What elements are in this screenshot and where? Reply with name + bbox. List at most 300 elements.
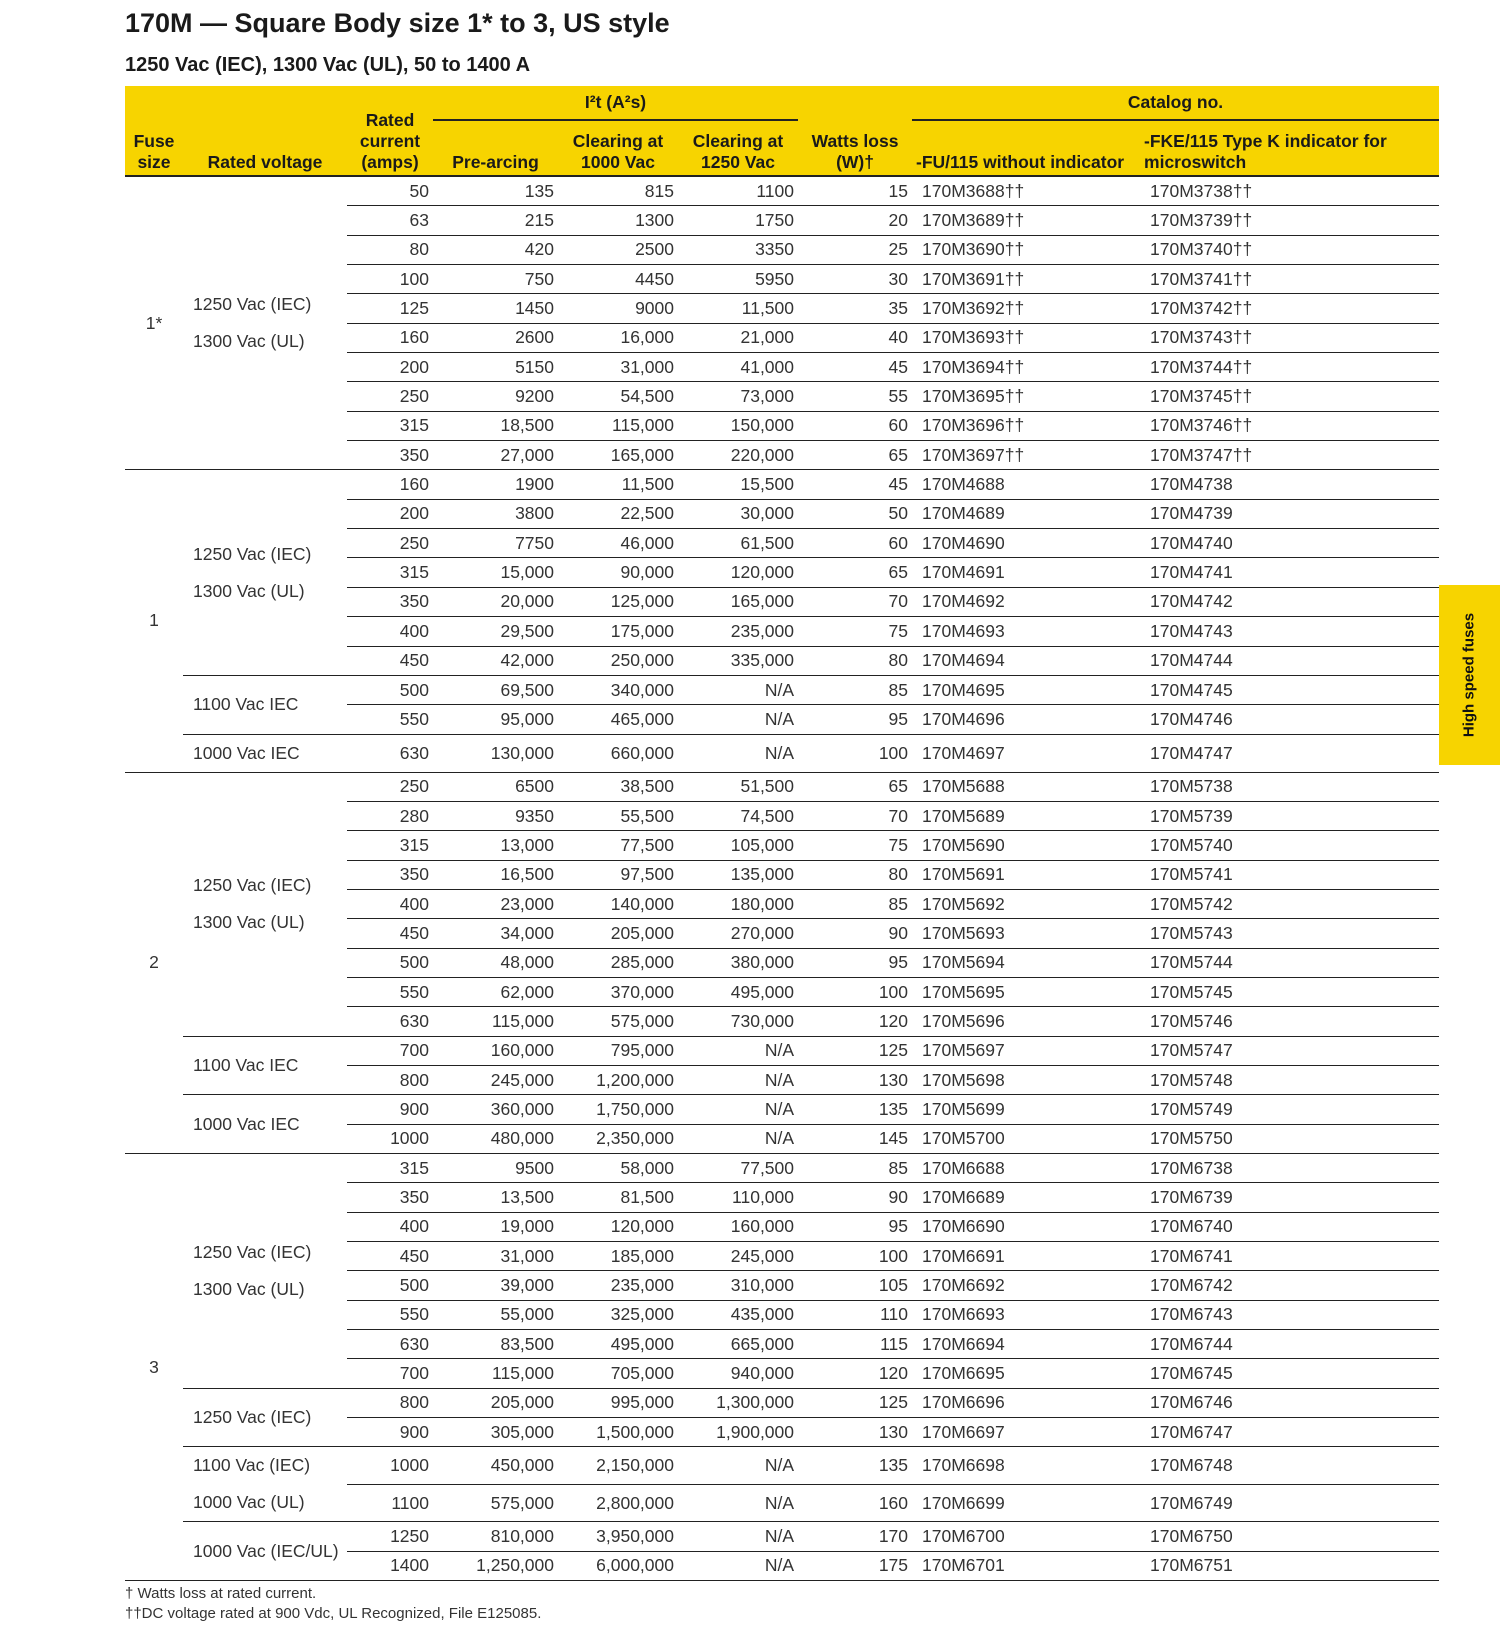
clearing-1000-cell: 205,000 <box>558 919 678 948</box>
fuse-size-cell: 3 <box>125 1154 183 1581</box>
rated-voltage-cell <box>183 1522 347 1581</box>
rated-current-cell: 125 <box>347 294 433 323</box>
rated-voltage-line: 1000 Vac (IEC/UL) <box>193 1540 339 1561</box>
clearing-1250-cell: N/A <box>678 675 798 704</box>
pre-arcing-cell: 13,500 <box>433 1183 558 1212</box>
rated-current-cell: 315 <box>347 411 433 440</box>
footnote-watts: † Watts loss at rated current. <box>125 1585 317 1602</box>
clearing-1250-cell: 73,000 <box>678 382 798 411</box>
watts-loss-cell: 115 <box>798 1330 912 1359</box>
watts-loss-cell: 170 <box>798 1522 912 1551</box>
catalog-fke115-cell: 170M6740 <box>1140 1212 1439 1241</box>
watts-loss-cell: 85 <box>798 1154 912 1183</box>
catalog-fke115-cell: 170M5744 <box>1140 948 1439 977</box>
pre-arcing-cell: 5150 <box>433 353 558 382</box>
clearing-1250-cell: N/A <box>678 1036 798 1065</box>
pre-arcing-cell: 6500 <box>433 772 558 801</box>
pre-arcing-cell: 69,500 <box>433 675 558 704</box>
clearing-1250-cell: 730,000 <box>678 1007 798 1036</box>
catalog-fu115-cell: 170M6696 <box>912 1388 1140 1417</box>
watts-loss-cell: 45 <box>798 353 912 382</box>
watts-loss-cell: 80 <box>798 646 912 675</box>
rated-current-cell: 400 <box>347 617 433 646</box>
clearing-1000-cell: 660,000 <box>558 734 678 772</box>
clearing-1000-cell: 575,000 <box>558 1007 678 1036</box>
rated-voltage-line: 1250 Vac (IEC) <box>193 875 312 896</box>
clearing-1250-cell: 61,500 <box>678 529 798 558</box>
rated-voltage-cell <box>183 734 347 772</box>
clearing-1250-cell: 110,000 <box>678 1183 798 1212</box>
clearing-1000-cell: 77,500 <box>558 831 678 860</box>
clearing-1250-cell: 11,500 <box>678 294 798 323</box>
clearing-1000-cell: 1,500,000 <box>558 1418 678 1447</box>
table-row <box>125 675 1439 704</box>
pre-arcing-cell: 480,000 <box>433 1124 558 1153</box>
watts-loss-cell: 135 <box>798 1447 912 1485</box>
clearing-1000-cell: 370,000 <box>558 977 678 1006</box>
rated-voltage-cell <box>183 470 347 675</box>
pre-arcing-cell: 115,000 <box>433 1359 558 1388</box>
watts-loss-cell: 100 <box>798 977 912 1006</box>
clearing-1000-cell: 250,000 <box>558 646 678 675</box>
clearing-1000-cell: 2500 <box>558 235 678 264</box>
catalog-fke115-cell: 170M4742 <box>1140 587 1439 616</box>
catalog-fu115-cell: 170M5692 <box>912 889 1140 918</box>
rated-current-cell: 1100 <box>347 1484 433 1522</box>
watts-loss-cell: 65 <box>798 441 912 470</box>
table-row <box>125 470 1439 499</box>
table-row <box>125 1447 1439 1485</box>
table-row <box>125 1154 1439 1183</box>
rated-current-cell: 450 <box>347 1242 433 1271</box>
watts-loss-cell: 90 <box>798 919 912 948</box>
table-row <box>125 1388 1439 1417</box>
catalog-fke115-cell: 170M4740 <box>1140 529 1439 558</box>
catalog-fu115-cell: 170M5691 <box>912 860 1140 889</box>
catalog-fu115-cell: 170M6698 <box>912 1447 1140 1485</box>
pre-arcing-cell: 15,000 <box>433 558 558 587</box>
catalog-fke115-cell: 170M4746 <box>1140 705 1439 734</box>
watts-loss-cell: 45 <box>798 470 912 499</box>
rated-voltage-line: 1100 Vac (IEC) <box>193 1455 311 1476</box>
rated-voltage-line: 1300 Vac (UL) <box>193 331 305 352</box>
pre-arcing-cell: 115,000 <box>433 1007 558 1036</box>
table-row <box>125 1095 1439 1124</box>
catalog-fu115-cell: 170M5688 <box>912 772 1140 801</box>
rated-current-cell: 500 <box>347 675 433 704</box>
watts-loss-cell: 50 <box>798 499 912 528</box>
side-section-tab <box>1439 585 1500 765</box>
side-tab-label: High speed fuses <box>1460 612 1478 738</box>
watts-loss-cell: 70 <box>798 801 912 830</box>
clearing-1250-cell: 51,500 <box>678 772 798 801</box>
rated-current-cell: 630 <box>347 1330 433 1359</box>
catalog-fke115-cell: 170M5739 <box>1140 801 1439 830</box>
pre-arcing-cell: 245,000 <box>433 1065 558 1094</box>
watts-loss-cell: 75 <box>798 617 912 646</box>
rated-current-cell: 500 <box>347 948 433 977</box>
rated-current-cell: 900 <box>347 1418 433 1447</box>
clearing-1250-cell: 235,000 <box>678 617 798 646</box>
clearing-1250-cell: 41,000 <box>678 353 798 382</box>
clearing-1000-cell: 2,350,000 <box>558 1124 678 1153</box>
rated-current-cell: 200 <box>347 353 433 382</box>
catalog-fu115-cell: 170M4689 <box>912 499 1140 528</box>
rated-current-cell: 250 <box>347 772 433 801</box>
rated-voltage-line: 1000 Vac IEC <box>193 1113 300 1134</box>
clearing-1000-cell: 140,000 <box>558 889 678 918</box>
rated-voltage-line: 1000 Vac (UL) <box>193 1492 305 1513</box>
catalog-fu115-cell: 170M4691 <box>912 558 1140 587</box>
clearing-1000-cell: 995,000 <box>558 1388 678 1417</box>
catalog-fke115-cell: 170M3745†† <box>1140 382 1439 411</box>
rated-voltage-cell <box>183 772 347 1036</box>
table-row <box>125 1522 1439 1551</box>
catalog-fu115-cell: 170M4688 <box>912 470 1140 499</box>
header-i2t: I²t (A²s) <box>433 86 798 120</box>
catalog-fu115-cell: 170M6689 <box>912 1183 1140 1212</box>
catalog-fu115-cell: 170M6700 <box>912 1522 1140 1551</box>
catalog-fu115-cell: 170M6695 <box>912 1359 1140 1388</box>
rated-current-cell: 80 <box>347 235 433 264</box>
pre-arcing-cell: 34,000 <box>433 919 558 948</box>
catalog-fu115-cell: 170M3690†† <box>912 235 1140 264</box>
catalog-fke115-cell: 170M6743 <box>1140 1300 1439 1329</box>
clearing-1250-cell: 1,900,000 <box>678 1418 798 1447</box>
catalog-fu115-cell: 170M4694 <box>912 646 1140 675</box>
catalog-fu115-cell: 170M6694 <box>912 1330 1140 1359</box>
catalog-fu115-cell: 170M4695 <box>912 675 1140 704</box>
pre-arcing-cell: 20,000 <box>433 587 558 616</box>
catalog-fu115-cell: 170M3688†† <box>912 176 1140 206</box>
pre-arcing-cell: 19,000 <box>433 1212 558 1241</box>
clearing-1250-cell: 245,000 <box>678 1242 798 1271</box>
clearing-1000-cell: 11,500 <box>558 470 678 499</box>
watts-loss-cell: 60 <box>798 529 912 558</box>
watts-loss-cell: 70 <box>798 587 912 616</box>
pre-arcing-cell: 13,000 <box>433 831 558 860</box>
clearing-1250-cell: 135,000 <box>678 860 798 889</box>
catalog-fu115-cell: 170M6699 <box>912 1484 1140 1522</box>
catalog-fke115-cell: 170M6744 <box>1140 1330 1439 1359</box>
pre-arcing-cell: 750 <box>433 265 558 294</box>
header-rated-voltage: Rated voltage <box>183 86 347 176</box>
catalog-fke115-cell: 170M4743 <box>1140 617 1439 646</box>
catalog-fu115-cell: 170M5694 <box>912 948 1140 977</box>
catalog-fu115-cell: 170M5689 <box>912 801 1140 830</box>
clearing-1000-cell: 815 <box>558 176 678 206</box>
rated-voltage-line: 1300 Vac (UL) <box>193 580 305 601</box>
header-fuse-size: Fuse size <box>125 86 183 176</box>
header-catalog: Catalog no. <box>912 86 1439 120</box>
watts-loss-cell: 95 <box>798 948 912 977</box>
rated-current-cell: 900 <box>347 1095 433 1124</box>
pre-arcing-cell: 135 <box>433 176 558 206</box>
pre-arcing-cell: 360,000 <box>433 1095 558 1124</box>
watts-loss-cell: 85 <box>798 675 912 704</box>
pre-arcing-cell: 9350 <box>433 801 558 830</box>
catalog-fu115-cell: 170M6701 <box>912 1551 1140 1580</box>
pre-arcing-cell: 62,000 <box>433 977 558 1006</box>
catalog-fu115-cell: 170M3697†† <box>912 441 1140 470</box>
footnotes <box>125 1584 541 1624</box>
pre-arcing-cell: 215 <box>433 206 558 235</box>
catalog-fu115-cell: 170M5693 <box>912 919 1140 948</box>
clearing-1250-cell: N/A <box>678 1065 798 1094</box>
catalog-fke115-cell: 170M4744 <box>1140 646 1439 675</box>
page-title: 170M — Square Body size 1* to 3, US style <box>125 8 670 38</box>
clearing-1250-cell: 1100 <box>678 176 798 206</box>
rated-current-cell: 350 <box>347 587 433 616</box>
catalog-fu115-cell: 170M4697 <box>912 734 1140 772</box>
catalog-fke115-cell: 170M6742 <box>1140 1271 1439 1300</box>
pre-arcing-cell: 3800 <box>433 499 558 528</box>
fuse-size-cell: 2 <box>125 772 183 1153</box>
catalog-fke115-cell: 170M5743 <box>1140 919 1439 948</box>
watts-loss-cell: 100 <box>798 734 912 772</box>
clearing-1250-cell: 1,300,000 <box>678 1388 798 1417</box>
catalog-fke115-cell: 170M4739 <box>1140 499 1439 528</box>
header-clearing-1250: Clearing at 1250 Vac <box>678 120 798 176</box>
fuse-size-cell: 1 <box>125 470 183 772</box>
catalog-fu115-cell: 170M5697 <box>912 1036 1140 1065</box>
rated-current-cell: 630 <box>347 1007 433 1036</box>
catalog-fu115-cell: 170M3693†† <box>912 323 1140 352</box>
table-row <box>125 772 1439 801</box>
clearing-1000-cell: 58,000 <box>558 1154 678 1183</box>
watts-loss-cell: 35 <box>798 294 912 323</box>
watts-loss-cell: 65 <box>798 558 912 587</box>
clearing-1000-cell: 115,000 <box>558 411 678 440</box>
catalog-fke115-cell: 170M3739†† <box>1140 206 1439 235</box>
catalog-fke115-cell: 170M6746 <box>1140 1388 1439 1417</box>
clearing-1250-cell: 74,500 <box>678 801 798 830</box>
clearing-1000-cell: 81,500 <box>558 1183 678 1212</box>
catalog-fu115-cell: 170M4690 <box>912 529 1140 558</box>
header-watts-loss: Watts loss (W)† <box>798 86 912 176</box>
rated-voltage-cell <box>183 1095 347 1154</box>
watts-loss-cell: 130 <box>798 1418 912 1447</box>
clearing-1250-cell: 665,000 <box>678 1330 798 1359</box>
clearing-1000-cell: 175,000 <box>558 617 678 646</box>
catalog-fke115-cell: 170M6748 <box>1140 1447 1439 1485</box>
catalog-fu115-cell: 170M3696†† <box>912 411 1140 440</box>
rated-voltage-cell <box>183 1154 347 1389</box>
catalog-fke115-cell: 170M3744†† <box>1140 353 1439 382</box>
rated-current-cell: 550 <box>347 705 433 734</box>
header-rated-current: Rated current (amps) <box>347 86 433 176</box>
rated-current-cell: 63 <box>347 206 433 235</box>
catalog-fke115-cell: 170M3746†† <box>1140 411 1439 440</box>
clearing-1000-cell: 54,500 <box>558 382 678 411</box>
clearing-1250-cell: 30,000 <box>678 499 798 528</box>
catalog-fu115-cell: 170M3694†† <box>912 353 1140 382</box>
clearing-1250-cell: 380,000 <box>678 948 798 977</box>
catalog-fu115-cell: 170M4692 <box>912 587 1140 616</box>
pre-arcing-cell: 420 <box>433 235 558 264</box>
rated-current-cell: 800 <box>347 1065 433 1094</box>
clearing-1250-cell: N/A <box>678 1522 798 1551</box>
watts-loss-cell: 105 <box>798 1271 912 1300</box>
table-row <box>125 176 1439 206</box>
rated-voltage-line: 1250 Vac (IEC) <box>193 1241 312 1262</box>
rated-current-cell: 160 <box>347 470 433 499</box>
clearing-1000-cell: 4450 <box>558 265 678 294</box>
fuse-size-cell: 1* <box>125 176 183 470</box>
catalog-fu115-cell: 170M6692 <box>912 1271 1140 1300</box>
catalog-fu115-cell: 170M5699 <box>912 1095 1140 1124</box>
rated-current-cell: 630 <box>347 734 433 772</box>
watts-loss-cell: 120 <box>798 1007 912 1036</box>
rated-voltage-line: 1000 Vac IEC <box>193 742 300 763</box>
rated-current-cell: 315 <box>347 558 433 587</box>
table-row <box>125 734 1439 772</box>
catalog-fu115-cell: 170M4693 <box>912 617 1140 646</box>
clearing-1000-cell: 22,500 <box>558 499 678 528</box>
clearing-1250-cell: 270,000 <box>678 919 798 948</box>
pre-arcing-cell: 27,000 <box>433 441 558 470</box>
rated-current-cell: 350 <box>347 441 433 470</box>
clearing-1250-cell: 310,000 <box>678 1271 798 1300</box>
rated-voltage-line: 1100 Vac IEC <box>193 1054 299 1075</box>
catalog-fke115-cell: 170M6739 <box>1140 1183 1439 1212</box>
clearing-1000-cell: 16,000 <box>558 323 678 352</box>
watts-loss-cell: 20 <box>798 206 912 235</box>
clearing-1000-cell: 46,000 <box>558 529 678 558</box>
fuse-spec-table <box>125 86 1439 1581</box>
header-fu115: -FU/115 without indicator <box>912 120 1140 176</box>
clearing-1250-cell: 120,000 <box>678 558 798 587</box>
pre-arcing-cell: 42,000 <box>433 646 558 675</box>
clearing-1000-cell: 2,150,000 <box>558 1447 678 1485</box>
rated-current-cell: 700 <box>347 1036 433 1065</box>
catalog-fke115-cell: 170M6751 <box>1140 1551 1439 1580</box>
clearing-1000-cell: 6,000,000 <box>558 1551 678 1580</box>
pre-arcing-cell: 55,000 <box>433 1300 558 1329</box>
watts-loss-cell: 120 <box>798 1359 912 1388</box>
pre-arcing-cell: 48,000 <box>433 948 558 977</box>
rated-voltage-line: 1250 Vac (IEC) <box>193 1407 312 1428</box>
catalog-fke115-cell: 170M3738†† <box>1140 176 1439 206</box>
rated-current-cell: 350 <box>347 1183 433 1212</box>
rated-voltage-cell <box>183 176 347 470</box>
pre-arcing-cell: 1,250,000 <box>433 1551 558 1580</box>
catalog-fu115-cell: 170M6693 <box>912 1300 1140 1329</box>
clearing-1250-cell: 495,000 <box>678 977 798 1006</box>
watts-loss-cell: 135 <box>798 1095 912 1124</box>
rated-voltage-line: 1250 Vac (IEC) <box>193 294 312 315</box>
catalog-fke115-cell: 170M5741 <box>1140 860 1439 889</box>
catalog-fke115-cell: 170M3740†† <box>1140 235 1439 264</box>
pre-arcing-cell: 1900 <box>433 470 558 499</box>
catalog-fu115-cell: 170M5696 <box>912 1007 1140 1036</box>
rated-voltage-line: 1300 Vac (UL) <box>193 912 305 933</box>
watts-loss-cell: 95 <box>798 705 912 734</box>
catalog-fu115-cell: 170M5695 <box>912 977 1140 1006</box>
catalog-fke115-cell: 170M5740 <box>1140 831 1439 860</box>
rated-current-cell: 450 <box>347 646 433 675</box>
clearing-1250-cell: 150,000 <box>678 411 798 440</box>
pre-arcing-cell: 31,000 <box>433 1242 558 1271</box>
rated-current-cell: 1000 <box>347 1447 433 1485</box>
rated-current-cell: 550 <box>347 977 433 1006</box>
pre-arcing-cell: 7750 <box>433 529 558 558</box>
pre-arcing-cell: 9200 <box>433 382 558 411</box>
catalog-fke115-cell: 170M6741 <box>1140 1242 1439 1271</box>
clearing-1250-cell: 15,500 <box>678 470 798 499</box>
rated-current-cell: 350 <box>347 860 433 889</box>
pre-arcing-cell: 205,000 <box>433 1388 558 1417</box>
watts-loss-cell: 30 <box>798 265 912 294</box>
clearing-1000-cell: 285,000 <box>558 948 678 977</box>
clearing-1250-cell: 220,000 <box>678 441 798 470</box>
rated-current-cell: 280 <box>347 801 433 830</box>
watts-loss-cell: 40 <box>798 323 912 352</box>
footnote-dc: ††DC voltage rated at 900 Vdc, UL Recognized, File E125085. <box>125 1605 542 1622</box>
catalog-fke115-cell: 170M5750 <box>1140 1124 1439 1153</box>
table-body <box>125 176 1439 1581</box>
clearing-1250-cell: 180,000 <box>678 889 798 918</box>
catalog-fke115-cell: 170M3743†† <box>1140 323 1439 352</box>
catalog-fu115-cell: 170M6697 <box>912 1418 1140 1447</box>
clearing-1250-cell: 940,000 <box>678 1359 798 1388</box>
rated-current-cell: 400 <box>347 1212 433 1241</box>
clearing-1000-cell: 55,500 <box>558 801 678 830</box>
rated-current-cell: 50 <box>347 176 433 206</box>
pre-arcing-cell: 305,000 <box>433 1418 558 1447</box>
clearing-1250-cell: 1750 <box>678 206 798 235</box>
catalog-fu115-cell: 170M3695†† <box>912 382 1140 411</box>
watts-loss-cell: 175 <box>798 1551 912 1580</box>
watts-loss-cell: 100 <box>798 1242 912 1271</box>
watts-loss-cell: 55 <box>798 382 912 411</box>
pre-arcing-cell: 1450 <box>433 294 558 323</box>
watts-loss-cell: 125 <box>798 1036 912 1065</box>
clearing-1250-cell: 105,000 <box>678 831 798 860</box>
catalog-fke115-cell: 170M4745 <box>1140 675 1439 704</box>
catalog-fke115-cell: 170M4747 <box>1140 734 1439 772</box>
clearing-1000-cell: 185,000 <box>558 1242 678 1271</box>
page-subtitle: 1250 Vac (IEC), 1300 Vac (UL), 50 to 1400 A <box>125 54 531 76</box>
rated-current-cell: 500 <box>347 1271 433 1300</box>
catalog-fu115-cell: 170M3691†† <box>912 265 1140 294</box>
catalog-fke115-cell: 170M5742 <box>1140 889 1439 918</box>
clearing-1000-cell: 165,000 <box>558 441 678 470</box>
catalog-fke115-cell: 170M5747 <box>1140 1036 1439 1065</box>
clearing-1000-cell: 705,000 <box>558 1359 678 1388</box>
clearing-1000-cell: 2,800,000 <box>558 1484 678 1522</box>
rated-current-cell: 700 <box>347 1359 433 1388</box>
watts-loss-cell: 160 <box>798 1484 912 1522</box>
pre-arcing-cell: 810,000 <box>433 1522 558 1551</box>
watts-loss-cell: 25 <box>798 235 912 264</box>
watts-loss-cell: 65 <box>798 772 912 801</box>
catalog-fu115-cell: 170M6691 <box>912 1242 1140 1271</box>
watts-loss-cell: 85 <box>798 889 912 918</box>
pre-arcing-cell: 450,000 <box>433 1447 558 1485</box>
rated-current-cell: 100 <box>347 265 433 294</box>
watts-loss-cell: 60 <box>798 411 912 440</box>
clearing-1000-cell: 1,200,000 <box>558 1065 678 1094</box>
header-pre-arcing: Pre-arcing <box>433 120 558 176</box>
pre-arcing-cell: 23,000 <box>433 889 558 918</box>
rated-voltage-cell <box>183 1388 347 1447</box>
catalog-fu115-cell: 170M5700 <box>912 1124 1140 1153</box>
catalog-fu115-cell: 170M6688 <box>912 1154 1140 1183</box>
rated-current-cell: 315 <box>347 831 433 860</box>
catalog-fke115-cell: 170M6745 <box>1140 1359 1439 1388</box>
clearing-1250-cell: 435,000 <box>678 1300 798 1329</box>
